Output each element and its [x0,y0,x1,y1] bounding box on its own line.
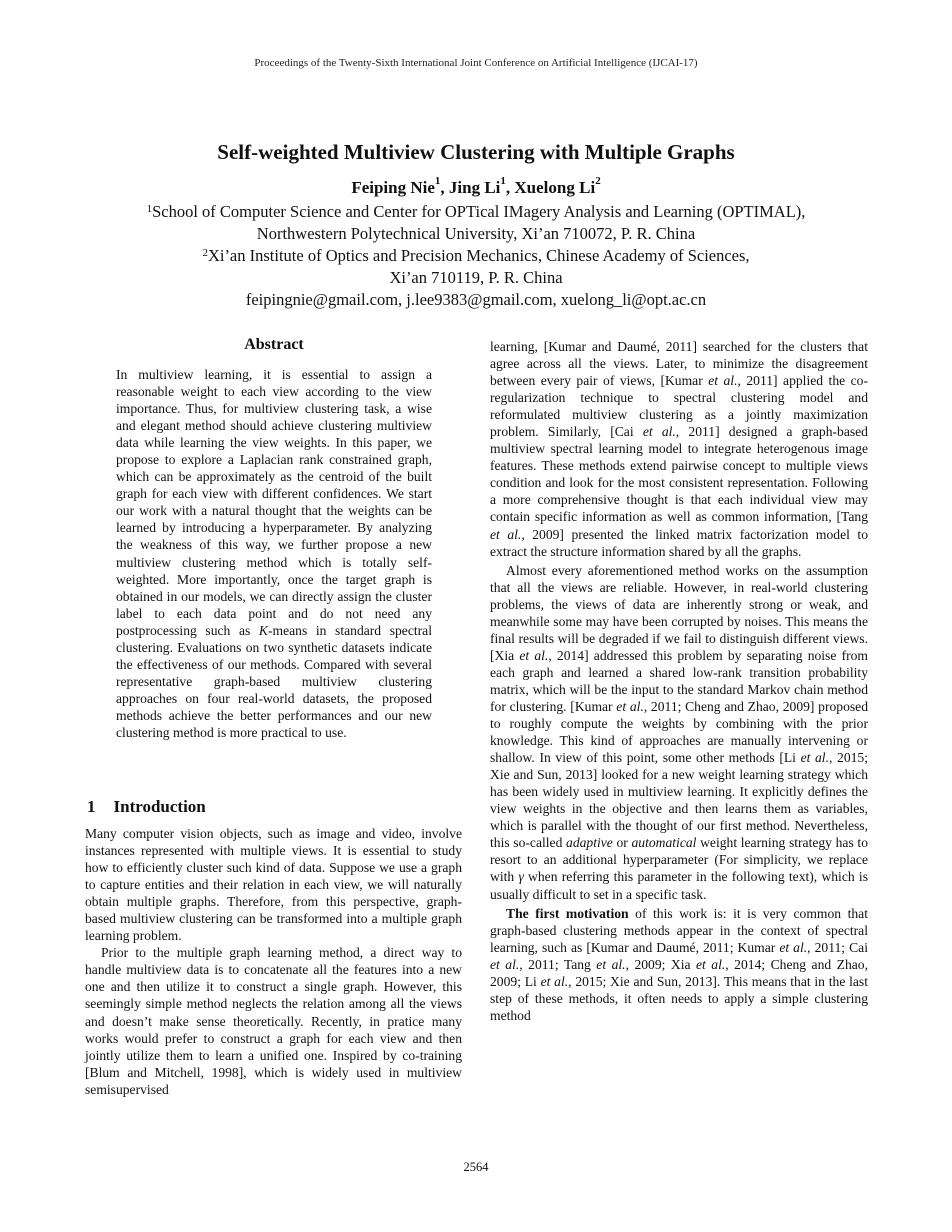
affiliation-line: Xi’an 710119, P. R. China [389,268,563,287]
paragraph: Many computer vision objects, such as image and video, involve instances represented with multiple views. It is essential to study how to efficiently cluster such kind of data. Suppose we use a graph to capture entities and their relation in each view, we will naturally obtain multiple graphs. Therefore, from this perspective, graph-based multiview clustering can be transformed into a multiple graph learning problem. [85,826,462,944]
abstract-body [116,366,432,741]
section-number: 1 [87,797,96,816]
author-name: Feiping Nie [351,178,435,197]
math-symbol: K [258,622,268,638]
affiliation-line [0,201,952,223]
running-head: Proceedings of the Twenty-Sixth International Joint Conference on Artificial Intelligence (IJCAI-17) [254,57,698,69]
page-number: 2564 [463,1160,489,1174]
affiliation-line [0,245,952,267]
section-title: Introduction [113,797,206,816]
affiliation-line: Northwestern Polytechnical University, Xi’an 710072, P. R. China [256,224,696,243]
abstract-heading: Abstract [244,336,304,353]
author-list [0,175,952,198]
author-separator: , [440,178,449,197]
paragraph: learning, [Kumar and Daumé, 2011] searched for the clusters that agree across all the views. Later, to minimize the disagreement between every pair of views, [Kumar et al., 2011] applied the co-regularization technique to spectral clustering model and reformulated multiview clustering as a jointly maximization problem. Similarly, [Cai et al., 2011] designed a graph-based multiview spectral learning model to integrate heterogenous image features. These methods extend pairwise concept to multiple views condition and look for the most consistent representation. Following a more comprehensive thought is that each individual view may contain specific information as well as common information, [Tang et al., 2009] presented the linked matrix factorization model to extract the structure information shared by all the graphs. [490,339,868,559]
author-affil-mark: 1 [500,175,506,187]
affil-mark: 1 [146,203,153,215]
author-affil-mark: 1 [434,175,441,187]
section-heading [87,797,206,817]
paragraph: Prior to the multiple graph learning method, a direct way to handle multiview data is to concatenate all the features into a new one and then utilize it to construct a single graph. However, this seemingly simple method neglects the relation among all the views and doesn’t make sense theoretically. Recently, in pratice many works would prefer to construct a graph for each view and then jointly utilize them to learn a unified one. Inspired by co-training [Blum and Mitchell, 1998], which is widely used in multiview semisupervised [85,945,462,1097]
author-name: Jing Li [448,178,501,197]
abstract-text: In multiview learning, it is essential to assign a reasonable weight to each view according to the view importance. Thus, for multiview clustering task, a wise and elegant method should achieve clustering multiview data while learning the view weights. In this paper, we propose to explore a Laplacian rank constrained graph, which can be approximately as the centroid of the built graph for each view with different confidences. We start our work with a natural thought that the weights can be learned by introducing a hyperparameter. By analyzing the weakness of this way, we further propose a new multiview clustering method which is totally self-weighted. More importantly, once the target graph is obtained in our models, we can directly assign the cluster label to each data point and do not need any postprocessing such as [116,367,432,638]
paper-title: Self-weighted Multiview Clustering with Multiple Graphs [217,140,735,164]
author-emails: feipingnie@gmail.com, j.lee9383@gmail.com, xuelong_li@opt.ac.cn [245,290,707,309]
paragraph: Almost every aforementioned method works on the assumption that all the views are reliable. However, in real-world clustering problems, the views of data are inherently strong or weak, and meanwhile some may have been corrupted by noises. This means the final results will be degraded if we fail to distinguish different views. [Xia et al., 2014] addressed this problem by separating noise from each graph and learned a shared low-rank transition probability matrix, which will be the input to the standard Markov chain method for clustering. [Kumar et al., 2011; Cheng and Zhao, 2009] proposed to roughly compute the weights by combining with the prior knowledge. This kind of approaches are manually intervening or shallow. In view of this point, some other methods [Li et al., 2015; Xie and Sun, 2013] looked for a new weight learning strategy which has been widely used in multiview learning. It explicitly defines the view weights in the objective and then learns them as variables, which is parallel with the thought of our first method. Nevertheless, this so-called adaptive or automatical weight learning strategy has to resort to an additional hyperparameter (For simplicity, we replace with γ when referring this parameter in the following text), which is usually difficult to set in a specific task. [490,562,869,902]
author-separator: , [505,178,515,197]
abstract-text: -means in standard spectral clustering. Evaluations on two synthetic datasets indicate the effectiveness of our methods. Compared with several representative graph-based multiview clustering approaches on four real-world datasets, the proposed methods achieve the better performances and our new clustering method is more practical to use. [116,622,432,740]
paragraph: The first motivation of this work is: it is very common that graph-based clustering methods appear in the context of spectral learning, such as [Kumar and Daumé, 2011; Kumar et al., 2011; Cai et al., 2011; Tang et al., 2009; Xia et al., 2014; Cheng and Zhao, 2009; Li et al., 2015; Xie and Sun, 2013]. This means that in the last step of these methods, it often needs to apply a simple clustering method [490,905,869,1023]
affil-mark: 2 [202,247,208,259]
right-column-body [490,338,868,1024]
affiliation-text: Xi’an Institute of Optics and Precision Mechanics, Chinese Academy of Sciences, [207,246,750,265]
affiliation-text: School of Computer Science and Center for OPTical IMagery Analysis and Learning (OPTIMAL), [152,202,806,221]
author-name: Xuelong Li [514,178,596,197]
author-affil-mark: 2 [595,175,601,187]
left-column-body [85,825,462,1098]
